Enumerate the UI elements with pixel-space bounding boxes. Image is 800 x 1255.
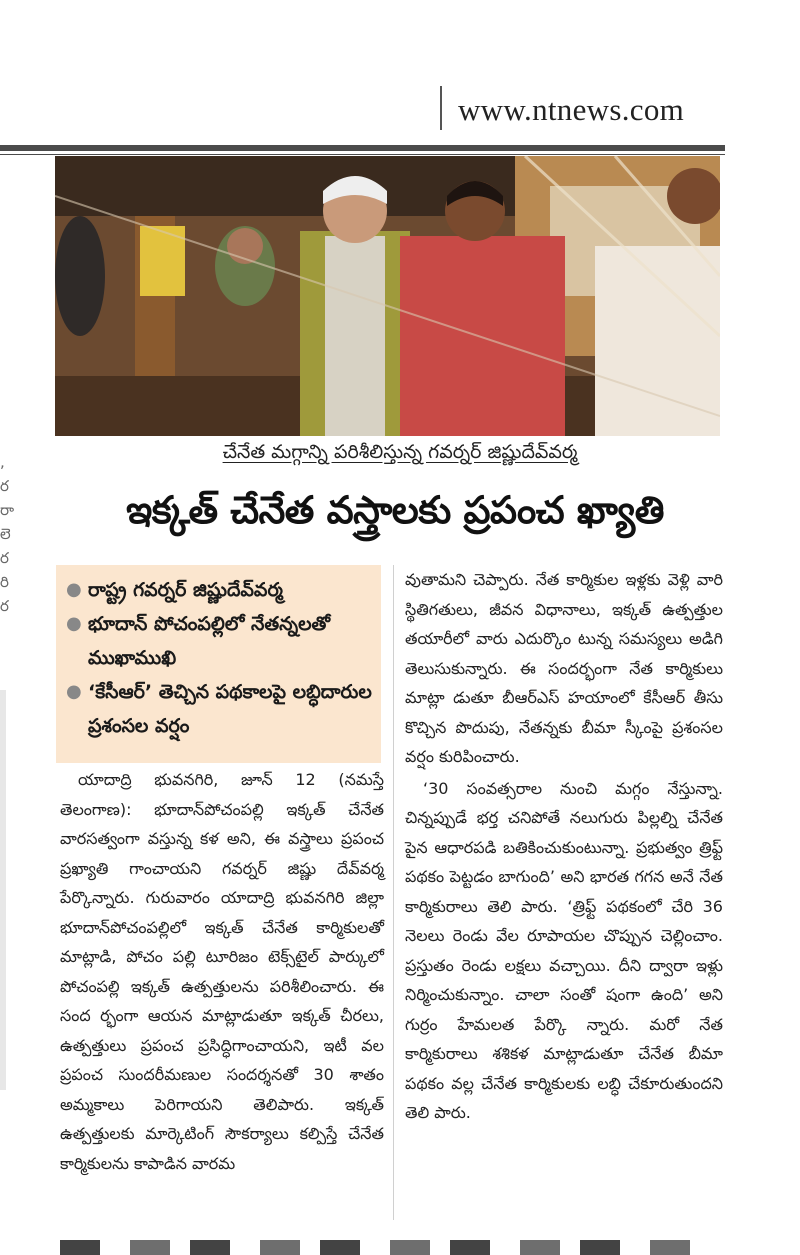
adjacent-column-fragment bbox=[0, 450, 22, 618]
bullet-icon: ● bbox=[66, 681, 82, 702]
article-paragraph: వుతామని చెప్పారు. నేత కార్మికుల ఇళ్లకు వెళ్లి వారి స్థితిగతులు, జీవన విధానాలు, ఇక్కత్ ఉత్పత్తుల తయారీలో వారు ఎదుర్కొం టున్న సమస్యలు అడిగి తెలుసుకున్నారు. ఈ సందర్భంగా నేత కార్మికులు మాట్లా డుతూ బీఆర్‌ఎస్ హయాంలో కేసీఆర్ తీసు కొచ్చిన పొదుపు, నేతన్నకు బీమా స్కీంపై ప్రశంసల వర్షం కురిపించారు. bbox=[405, 570, 723, 766]
fragment-char: ర bbox=[0, 597, 9, 615]
fragment-char: ర bbox=[0, 477, 9, 495]
news-photo bbox=[55, 156, 720, 436]
fragment-char: ర bbox=[0, 549, 9, 567]
photo-caption-text: చేనేత మగ్గాన్ని పరిశీలిస్తున్న గవర్నర్ జిష్ణుదేవ్‌వర్మ bbox=[222, 441, 578, 463]
article-paragraph: యాదాద్రి భువనగిరి, జూన్ 12 (నమస్తే తెలంగాణ): భూదాన్‌పోచంపల్లి ఇక్కత్ చేనేత వారసత్వంగా వస్తున్న కళ అని, ఈ వస్త్రాలు ప్రపంచ ప్రఖ్యాతి గాంచాయని గవర్నర్ జిష్ణు దేవ్‌వర్మ పేర్కొన్నారు. గురువారం యాదాద్రి భువనగిరి జిల్లా భూదాన్‌పోచంపల్లిలో ఇక్కత్ చేనేత కార్మికులతో మాట్లాడి, పోచం పల్లి టూరిజం టెక్స్‌టైల్ పార్కులో పోచంపల్లి ఇక్కత్ ఉత్పత్తులను పరిశీలించారు. ఈ సంద ర్భంగా ఆయన మాట్లాడుతూ ఇక్కత్ చీరలు, ఉత్పత్తులు ప్రపంచ ప్రసిద్ధిగాంచాయని, ఇటీ వల ప్రపంచ సుందరీమణుల సందర్శనతో 30 శాతం అమ్మకాలు పెరిగాయని తెలిపారు. ఇక్కత్ ఉత్పత్తులకు మార్కెటింగ్ సౌకర్యాలు కల్పిస్తే చేనేత కార్మికులను కాపాడిన వారమ bbox=[60, 770, 384, 1173]
top-rule bbox=[0, 145, 725, 151]
column-divider bbox=[393, 565, 394, 1220]
site-url-box bbox=[440, 86, 742, 130]
site-url: www.ntnews.com bbox=[458, 92, 685, 127]
highlight-item bbox=[66, 573, 375, 607]
headline: ఇక్కత్ చేనేత వస్త్రాలకు ప్రపంచ ఖ్యాతి bbox=[126, 488, 664, 532]
fragment-char: రి bbox=[0, 573, 9, 591]
highlights-box bbox=[56, 565, 381, 763]
article-column-left bbox=[60, 765, 384, 1178]
margin-shade bbox=[0, 690, 6, 1090]
highlight-text: భూదాన్ పోచంపల్లిలో నేతన్నలతో ముఖాముఖి bbox=[88, 613, 331, 669]
bullet-icon: ● bbox=[66, 613, 82, 634]
highlight-item bbox=[66, 607, 375, 675]
fragment-char: రా bbox=[0, 501, 15, 519]
bullet-icon: ● bbox=[66, 579, 82, 600]
next-headline-fragment bbox=[60, 1240, 710, 1255]
top-rule-thin bbox=[0, 154, 725, 155]
fragment-char: లె bbox=[0, 525, 11, 543]
photo-caption bbox=[0, 441, 800, 468]
article-paragraph: ‘30 సంవత్సరాల నుంచి మగ్గం నేస్తున్నా. చిన్నప్పుడే భర్త చనిపోతే నలుగురు పిల్లల్ని చేనేత పైన ఆధారపడి బతికించుకుంటున్నా. ప్రభుత్వం త్రిఫ్ట్ పథకం పెట్టడం బాగుంది’ అని భారత గగన అనే నేత కార్మికురాలు తెలి పారు. ‘త్రిఫ్ట్ పథకంలో చేరి 36 నెలలు రెండు వేల రూపాయల చొప్పున చెల్లించాం. ప్రస్తుతం రెండు లక్షలు వచ్చాయి. దీని ద్వారా ఇళ్లు నిర్మించుకున్నాం. చాలా సంతో షంగా ఉంది’ అని గుర్రం హేమలత పేర్కొ న్నారు. మరో నేత కార్మికురాలు శశికళ మాట్లాడుతూ చేనేత బీమా పథకం వల్ల చేనేత కార్మికులకు లబ్ధి చేకూరుతుందని తెలి పారు. bbox=[405, 778, 723, 1122]
photo-illustration bbox=[55, 156, 720, 436]
highlight-item bbox=[66, 675, 375, 743]
highlight-text: ‘కేసీఆర్’ తెచ్చిన పథకాలపై లబ్ధిదారుల ప్రశంసల వర్షం bbox=[88, 681, 372, 737]
article-column-right bbox=[405, 565, 723, 1128]
fragment-char: , bbox=[0, 453, 5, 471]
highlight-text: రాష్ట్ర గవర్నర్ జిష్ణుదేవ్‌వర్మ bbox=[88, 579, 283, 601]
